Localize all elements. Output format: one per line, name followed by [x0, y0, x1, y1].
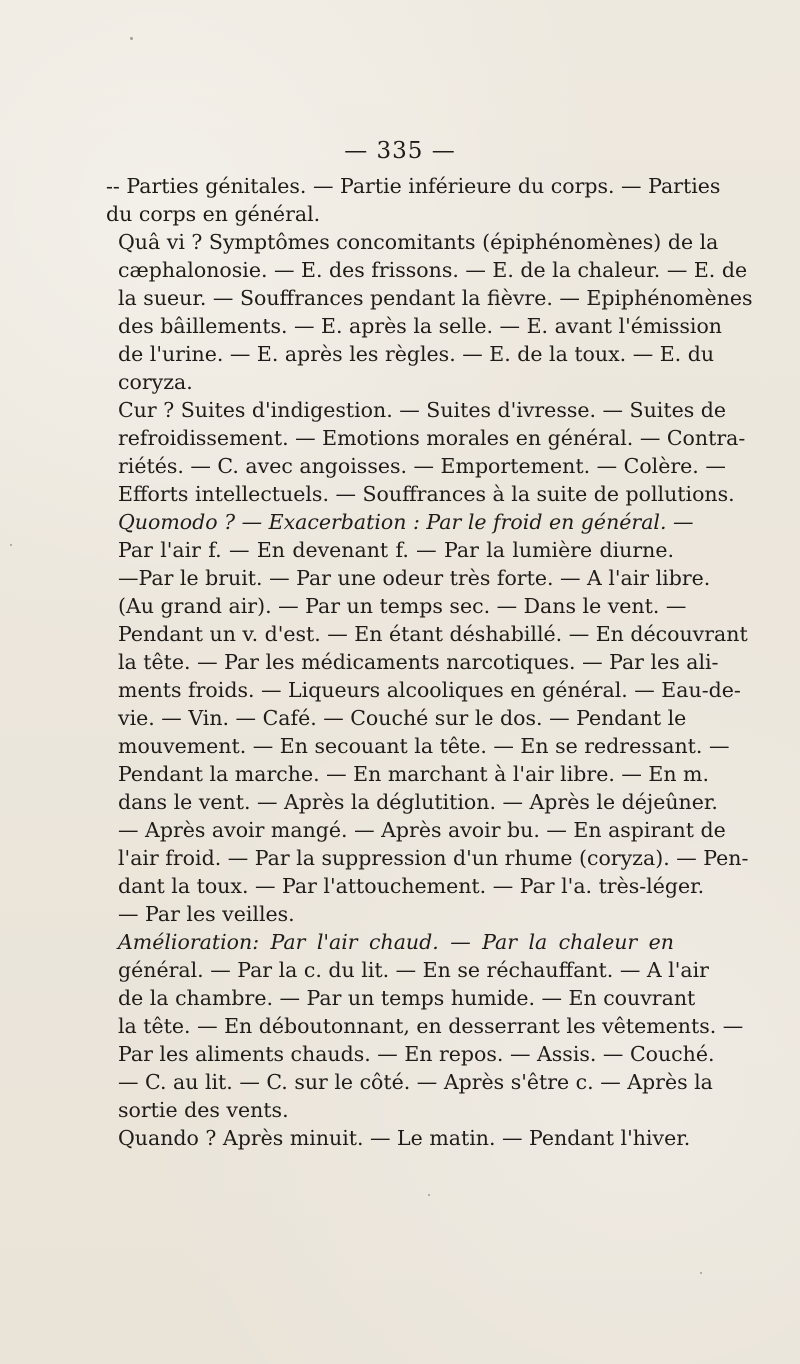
text-line: mouvement. — En secouant la tête. — En se redressant. — [118, 734, 730, 758]
text-line: Pendant un v. d'est. — En étant déshabillé. — En découvrant [118, 622, 748, 646]
text-line: du corps en général. [106, 202, 321, 226]
text-line: riétés. — C. avec angoisses. — Emportement. — Colère. — [118, 454, 726, 478]
paper-speck [130, 37, 133, 40]
text-line: — Après avoir mangé. — Après avoir bu. — En aspirant de [118, 818, 726, 842]
text-line: Amélioration: Par l'air chaud. — Par la chaleur en [118, 930, 674, 954]
text-line: Quâ vi ? Symptômes concomitants (épiphénomènes) de la [118, 230, 719, 254]
text-line: — Par les veilles. [118, 902, 295, 926]
paragraph-cur [106, 396, 746, 508]
text-line: (Au grand air). — Par un temps sec. — Dans le vent. — [118, 594, 687, 618]
text-line: dans le vent. — Après la déglutition. — Après le déjeûner. [118, 790, 718, 814]
text-line: des bâillements. — E. après la selle. — E. avant l'émission [118, 314, 723, 338]
paper-speck [700, 1272, 702, 1274]
text-line: —Par le bruit. — Par une odeur très forte. — A l'air libre. [118, 566, 711, 590]
text-line: Cur ? Suites d'indigestion. — Suites d'ivresse. — Suites de [118, 398, 727, 422]
paper-speck [428, 1194, 430, 1196]
text-line: Pendant la marche. — En marchant à l'air libre. — En m. [118, 762, 710, 786]
text-line: ments froids. — Liqueurs alcooliques en général. — Eau-de- [118, 678, 741, 702]
text-line: vie. — Vin. — Café. — Couché sur le dos. — Pendant le [118, 706, 687, 730]
text-line: — C. au lit. — C. sur le côté. — Après s'être c. — Après la [118, 1070, 713, 1094]
paper-speck [10, 544, 12, 546]
text-line: l'air froid. — Par la suppression d'un rhume (coryza). — Pen- [118, 846, 749, 870]
text-line: refroidissement. — Emotions morales en général. — Contra- [118, 426, 746, 450]
paragraph-quomodo [106, 508, 749, 928]
text-line: Quomodo ? — Exacerbation : Par le froid en général. — [118, 510, 694, 534]
page-number: — 335 — [344, 138, 456, 164]
text-line: général. — Par la c. du lit. — En se réchauffant. — A l'air [118, 958, 709, 982]
text-line: la tête. — Par les médicaments narcotiques. — Par les ali- [118, 650, 719, 674]
body-text [106, 172, 753, 1152]
text-line: -- Parties génitales. — Partie inférieure du corps. — Parties [106, 174, 721, 198]
paragraph-qua-vi [106, 228, 753, 396]
text-line: de l'urine. — E. après les règles. — E. de la toux. — E. du [118, 342, 715, 366]
text-line: Par les aliments chauds. — En repos. — Assis. — Couché. [118, 1042, 715, 1066]
text-line: coryza. [118, 370, 193, 394]
text-line: dant la toux. — Par l'attouchement. — Par l'a. très-léger. [118, 874, 705, 898]
text-line: la sueur. — Souffrances pendant la fièvre. — Epiphénomènes [118, 286, 753, 310]
text-line: de la chambre. — Par un temps humide. — En couvrant [118, 986, 696, 1010]
text-line: cæphalonosie. — E. des frissons. — E. de la chaleur. — E. de [118, 258, 748, 282]
paragraph-location [106, 172, 721, 228]
paragraph-quando [106, 1124, 691, 1152]
text-line: sortie des vents. [118, 1098, 289, 1122]
paragraph-amelioration [106, 928, 744, 1124]
text-line: Par l'air f. — En devenant f. — Par la lumière diurne. [118, 538, 674, 562]
text-line: Quando ? Après minuit. — Le matin. — Pendant l'hiver. [118, 1126, 691, 1150]
text-line: Efforts intellectuels. — Souffrances à la suite de pollutions. [118, 482, 735, 506]
text-line: la tête. — En déboutonnant, en desserrant les vêtements. — [118, 1014, 744, 1038]
